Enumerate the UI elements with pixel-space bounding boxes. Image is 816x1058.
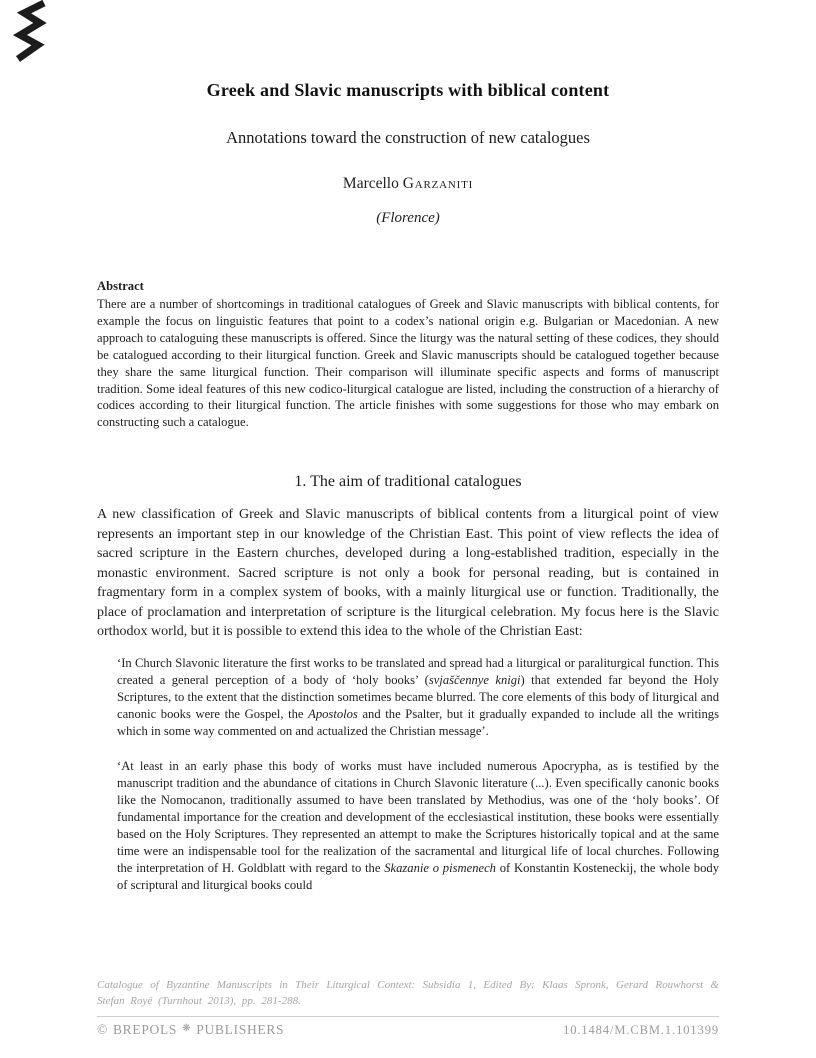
abstract-text: There are a number of shortcomings in traditional catalogues of Greek and Slavic manuscripts with biblical contents, for example the focus on linguistic features that point to a codex’s national origin e.g. Bulgarian or Macedonian. A new approach to cataloguing these manuscripts is offered. Since the liturgy was the natural setting of these codices, they should be catalogued according to their liturgical function. Greek and Slavic manuscripts should be catalogued together because they share the same liturgical function. Their comparison will illuminate specific aspects and forms of manuscript tradition. Some ideal features of this new codico-liturgical catalogue are listed, including the construction of a hierarchy of codices according to their liturgical function. The article finishes with some suggestions for those who may embark on constructing such a catalogue.: [97, 297, 719, 430]
block-quote-2: ‘At least in an early phase this body of works must have included numerous Apocrypha, as is testified by the manuscript tradition and the abundance of citations in Church Slavonic literature (...). Even specifically canonic books like the Nomocanon, traditionally assumed to have been translated by Methodius, was one of the ‘holy books’. Of fundamental importance for the creation and development of the ecclesiastical institution, these books were essentially based on the Holy Scriptures. They represented an attempt to make the Scriptures historically topical and at the same time were an indispensable tool for the realization of the sacramental and liturgical life of local churches. Following the interpretation of H. Goldblatt with regard to the Skazanie o pismenech of Konstantin Kosteneckij, the whole body of scriptural and liturgical books could: [117, 758, 719, 892]
section-1-heading: 1. The aim of traditional catalogues: [294, 473, 522, 491]
publisher-name: BREPOLS: [112, 1022, 178, 1037]
copyright-symbol: ©: [97, 1022, 108, 1037]
publisher-suffix: PUBLISHERS: [196, 1022, 285, 1037]
paper-subtitle: Annotations toward the construction of new catalogues: [226, 128, 590, 147]
section-1-paragraph: A new classification of Greek and Slavic manuscripts of biblical contents from a liturgical point of view represents an important step in our knowledge of the Christian East. This point of view reflects the idea of sacred scripture in the Eastern churches, developed during a long-established tradition, especially in the monastic environment. Sacred scripture is not only a book for personal reading, but is contained in fragmentary form in a complex system of books, with a mainly liturgical use or function. Traditionally, the place of proclamation and interpretation of scripture is the liturgical celebration. My focus here is the Slavic orthodox world, but it is possible to extend this idea to the whole of the Christian East:: [97, 507, 719, 640]
author-line: [97, 175, 719, 193]
volume-citation: Catalogue of Byzantine Manuscripts in Their Liturgical Context: Subsidia 1, Edited By: Klaas Spronk, Gerard Rouwhorst & Stefan Royé (Turnhout 2013), pp. 281-288.: [97, 979, 719, 1007]
paper-title: Greek and Slavic manuscripts with biblical content: [206, 80, 610, 100]
scan-artifact-mark: [8, 0, 50, 66]
author-surname: Garzaniti: [402, 175, 474, 192]
doi-number: 10.1484/M.CBM.1.101399: [563, 1022, 719, 1037]
block-quote-1: ‘In Church Slavonic literature the first works to be translated and spread had a liturgical or paraliturgical function. This created a general perception of a body of ‘holy books’ (svjaščennye knigi) that extended far beyond the Holy Scriptures, to the extent that the distinction sometimes became blurred. The core elements of this body of liturgical and canonic books were the Gospel, the Apostolos and the Psalter, but it gradually expanded to include all the writings which in some way commented on and actualized the Christian message’.: [117, 655, 719, 738]
author-given-name: Marcello: [342, 175, 403, 192]
footer-divider: [97, 1016, 719, 1017]
brepols-mill-icon: ❋: [182, 1023, 192, 1034]
abstract-heading: Abstract: [97, 279, 144, 293]
page-footer: [97, 978, 719, 1038]
abstract-section: [97, 279, 719, 431]
author-affiliation: (Florence): [376, 210, 440, 226]
publisher-imprint: [97, 1022, 284, 1038]
footer-row: [97, 1022, 719, 1038]
